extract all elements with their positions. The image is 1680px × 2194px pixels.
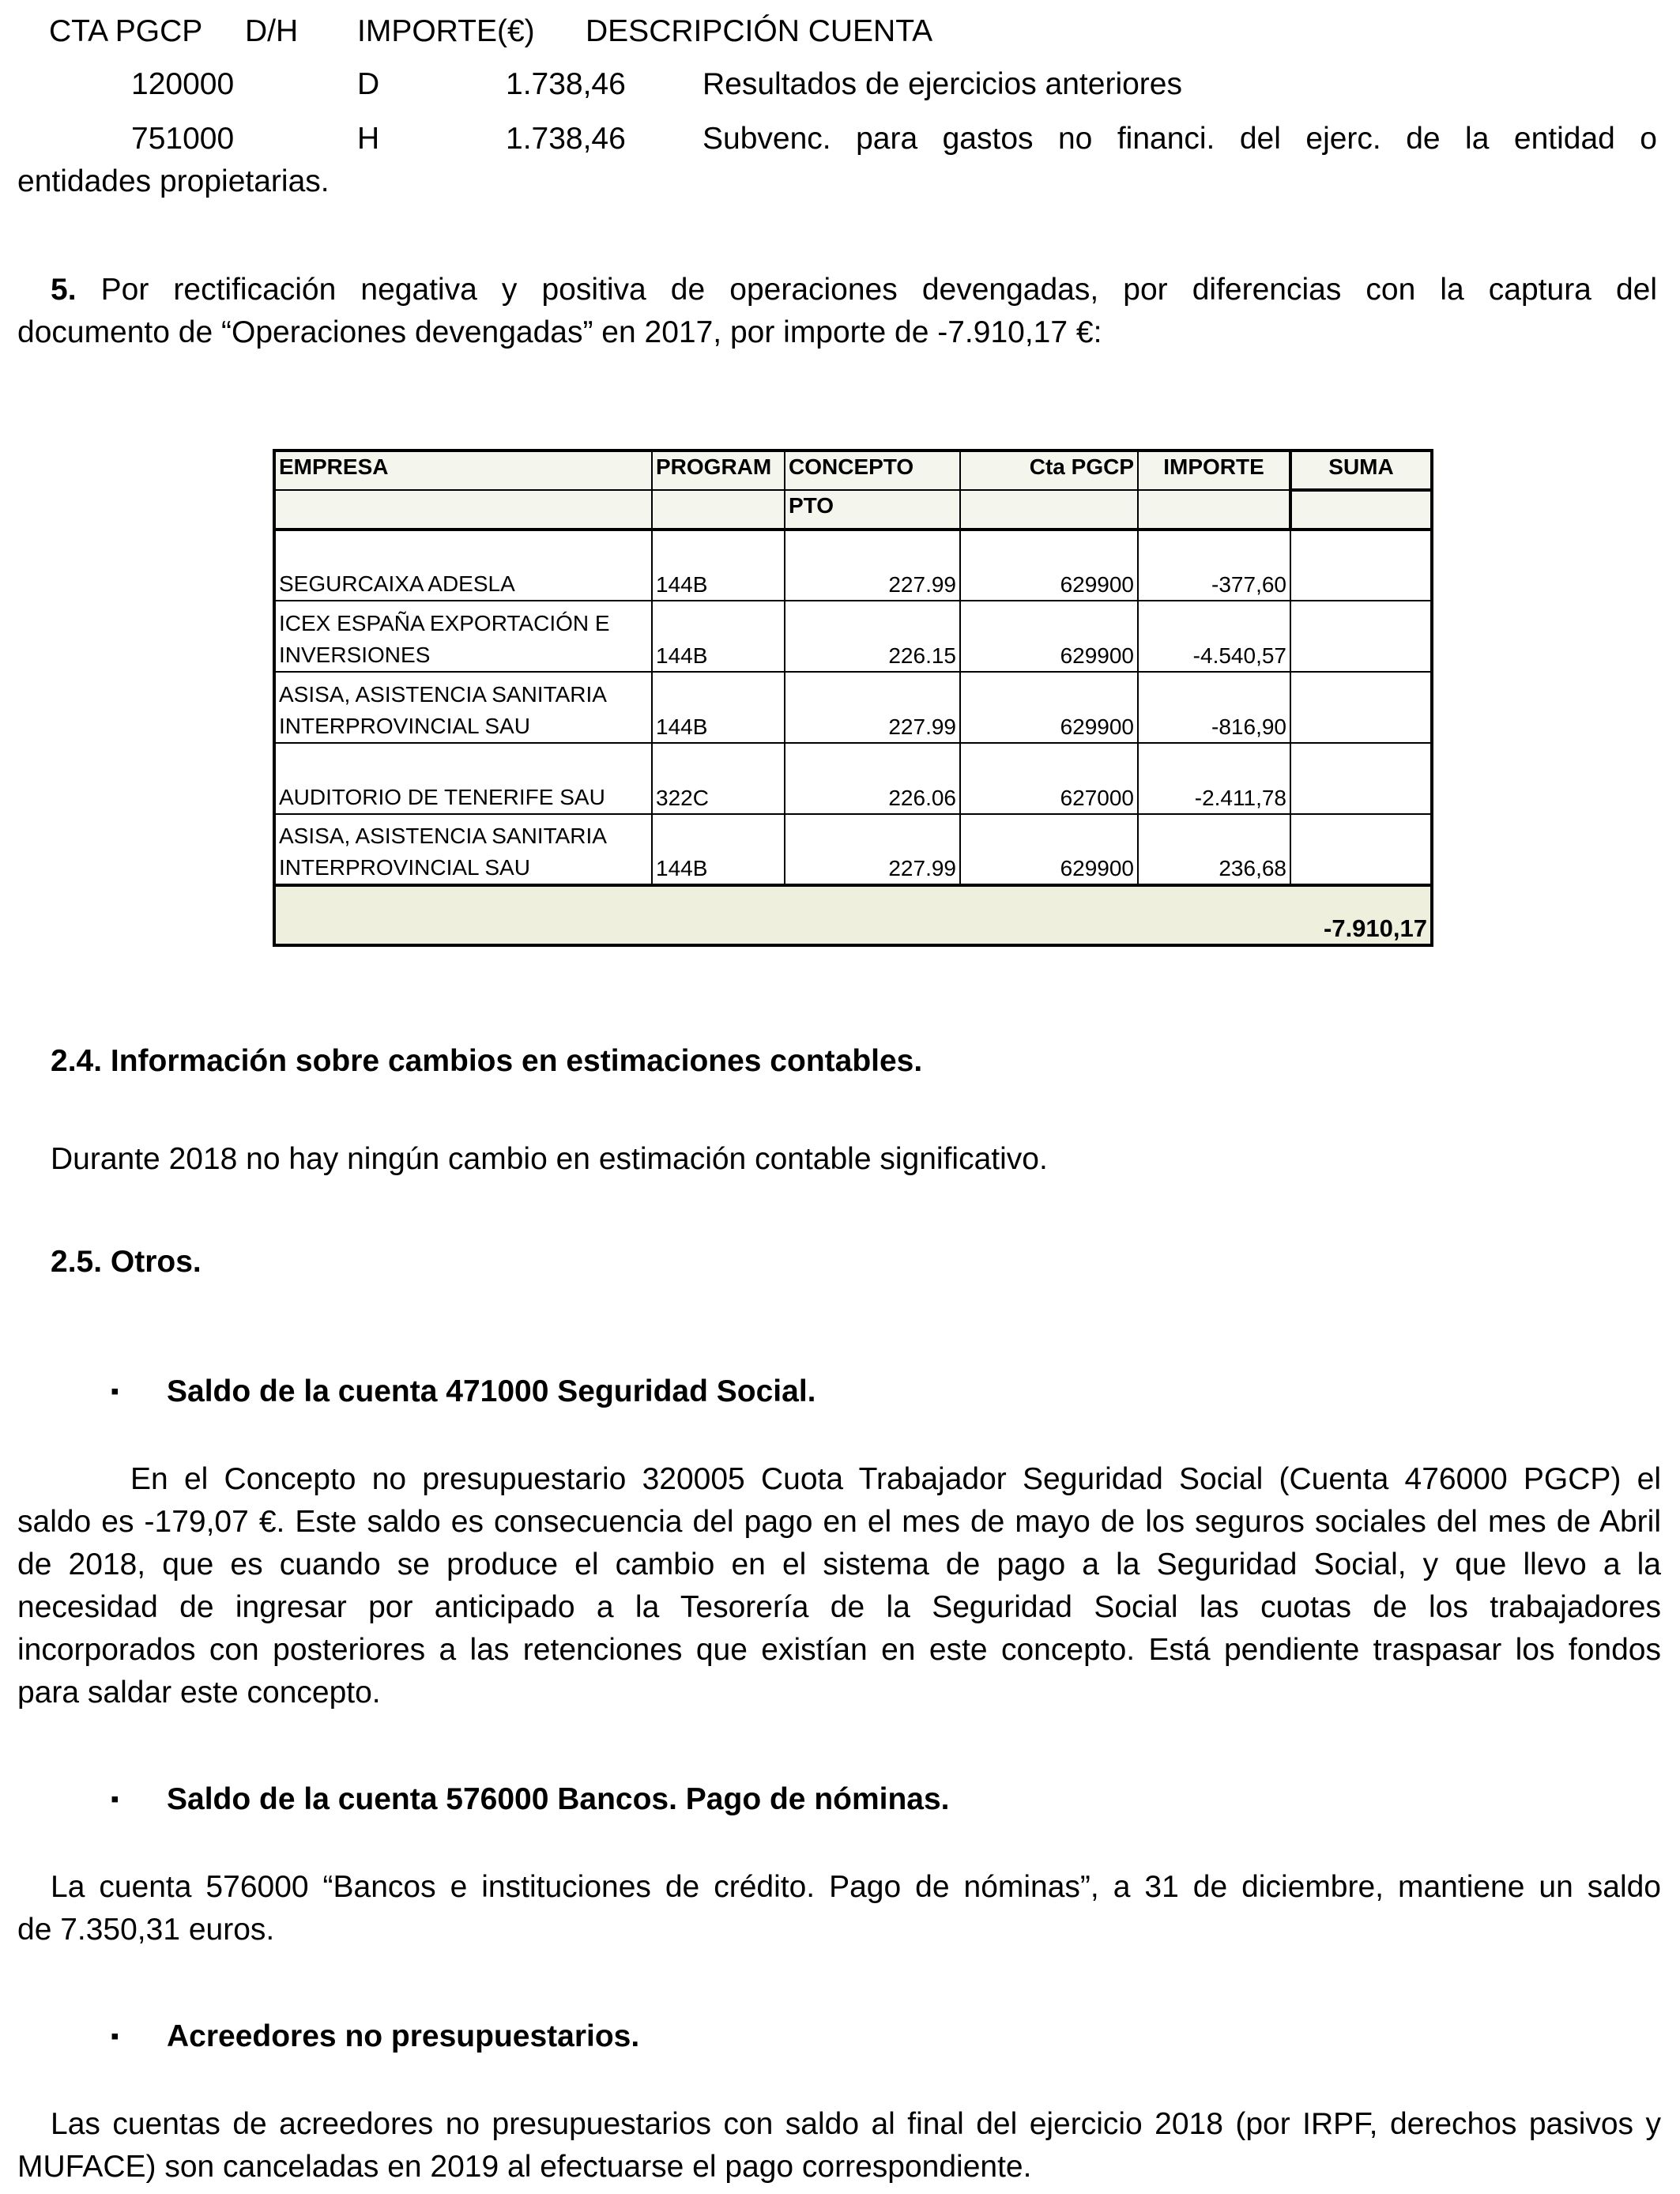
total-spacer (274, 885, 1290, 945)
cell-importe: 236,68 (1138, 814, 1290, 885)
journal-row-cta: 120000 (131, 67, 235, 101)
cell-program: 144B (652, 530, 785, 601)
bullet-title: Saldo de la cuenta 576000 Bancos. Pago de nóminas. (167, 1782, 950, 1816)
item5-line2: documento de “Operaciones devengadas” en 2017, por importe de -7.910,17 €: (17, 315, 1102, 349)
item5-text-1: Por rectificación negativa y positiva de operaciones devengadas, por diferencias con la captura del (100, 273, 1657, 307)
paragraph-line: MUFACE) son canceladas en 2019 al efectuarse el pago correspondiente. (17, 2150, 1032, 2184)
journal-header-cta: CTA PGCP (49, 14, 203, 48)
header-concepto-pto: PTO (785, 490, 960, 530)
bullet-title: Acreedores no presupuestarios. (167, 2019, 640, 2053)
header-suma: SUMA (1290, 450, 1432, 490)
journal-row-dh: H (357, 122, 380, 156)
paragraph-line: para saldar este concepto. (17, 1676, 381, 1710)
cell-importe: -377,60 (1138, 530, 1290, 601)
header-importe: IMPORTE (1138, 450, 1290, 490)
table-row (274, 743, 1432, 814)
cell-concepto: 226.15 (785, 601, 960, 672)
cell-concepto: 227.99 (785, 814, 960, 885)
cell-empresa: ASISA, ASISTENCIA SANITARIA INTERPROVINCIAL SAU (274, 814, 652, 885)
item5-line1 (17, 269, 1657, 311)
journal-row-importe: 1.738,46 (506, 122, 626, 156)
paragraph-line: Las cuentas de acreedores no presupuestarios con saldo al final del ejercicio 2018 (por IRPF, derechos pasivos y (51, 2107, 1661, 2141)
cell-importe: -2.411,78 (1138, 743, 1290, 814)
header-cta-cont (960, 490, 1138, 530)
cell-program: 144B (652, 601, 785, 672)
paragraph-line: La cuenta 576000 “Bancos e instituciones de crédito. Pago de nóminas”, a 31 de diciembre, mantiene un saldo (51, 1870, 1661, 1904)
journal-row-descripcion: Resultados de ejercicios anteriores (703, 67, 1182, 101)
cell-suma (1290, 743, 1432, 814)
item5-number: 5. (51, 273, 77, 307)
cell-concepto: 226.06 (785, 743, 960, 814)
journal-header-dh: D/H (245, 14, 299, 48)
cell-importe: -816,90 (1138, 672, 1290, 743)
cell-empresa: SEGURCAIXA ADESLA (274, 530, 652, 601)
cell-concepto: 227.99 (785, 530, 960, 601)
paragraph-line: de 7.350,31 euros. (17, 1913, 275, 1947)
header-program-cont (652, 490, 785, 530)
bullet-square-icon: ▪ (111, 1786, 119, 1812)
cell-program: 144B (652, 814, 785, 885)
table-row (274, 530, 1432, 601)
cell-empresa: AUDITORIO DE TENERIFE SAU (274, 743, 652, 814)
journal-row-cta: 751000 (131, 122, 235, 156)
section-2-5-heading: 2.5. Otros. (51, 1245, 202, 1279)
journal-row-importe: 1.738,46 (506, 67, 626, 101)
journal-header-importe: IMPORTE(€) (357, 14, 535, 48)
cell-empresa: ICEX ESPAÑA EXPORTACIÓN E INVERSIONES (274, 601, 652, 672)
cell-cta: 627000 (960, 743, 1138, 814)
header-concepto: CONCEPTO (785, 450, 960, 490)
bullet-square-icon: ▪ (111, 2023, 119, 2049)
bullet-title: Saldo de la cuenta 471000 Seguridad Social. (167, 1374, 816, 1408)
header-empresa: EMPRESA (274, 450, 652, 490)
header-empresa-cont (274, 490, 652, 530)
section-2-4-body: Durante 2018 no hay ningún cambio en estimación contable significativo. (51, 1142, 1048, 1176)
journal-header-descripcion: DESCRIPCIÓN CUENTA (586, 14, 933, 48)
header-suma-cont (1290, 490, 1432, 530)
operations-table (273, 449, 1433, 947)
cell-suma (1290, 672, 1432, 743)
paragraph-line: incorporados con posteriores a las retenciones que existían en este concepto. Está pendiente traspasar los fondos (17, 1633, 1661, 1667)
cell-program: 144B (652, 672, 785, 743)
paragraph-line: de 2018, que es cuando se produce el cambio en el sistema de pago a la Seguridad Social, y que llevo a la (17, 1547, 1661, 1581)
cell-cta: 629900 (960, 601, 1138, 672)
cell-suma (1290, 601, 1432, 672)
paragraph-line: saldo es -179,07 €. Este saldo es consecuencia del pago en el mes de mayo de los seguros sociales del mes de Abril (17, 1505, 1661, 1539)
paragraph-line: necesidad de ingresar por anticipado a la Tesorería de la Seguridad Social las cuotas de los trabajadores (17, 1590, 1661, 1624)
cell-empresa: ASISA, ASISTENCIA SANITARIA INTERPROVINCIAL SAU (274, 672, 652, 743)
cell-concepto: 227.99 (785, 672, 960, 743)
journal-row-descripcion-cont: entidades propietarias. (17, 164, 330, 198)
cell-cta: 629900 (960, 530, 1138, 601)
cell-cta: 629900 (960, 814, 1138, 885)
cell-total-suma: -7.910,17 (1290, 885, 1432, 945)
cell-program: 322C (652, 743, 785, 814)
table-row (274, 814, 1432, 885)
table-total-row (274, 885, 1432, 945)
paragraph-line: En el Concepto no presupuestario 320005 Cuota Trabajador Seguridad Social (Cuenta 476000 PGCP) el (130, 1462, 1661, 1496)
bullet-square-icon: ▪ (111, 1378, 119, 1404)
cell-importe: -4.540,57 (1138, 601, 1290, 672)
section-2-4-heading: 2.4. Información sobre cambios en estimaciones contables. (51, 1044, 923, 1078)
cell-suma (1290, 814, 1432, 885)
header-importe-cont (1138, 490, 1290, 530)
journal-row-descripcion: Subvenc. para gastos no financi. del ejerc. de la entidad o (703, 122, 1657, 156)
cell-suma (1290, 530, 1432, 601)
header-program: PROGRAM (652, 450, 785, 490)
table-row (274, 601, 1432, 672)
table-row (274, 672, 1432, 743)
journal-row-dh: D (357, 67, 380, 101)
header-cta-pgcp: Cta PGCP (960, 450, 1138, 490)
cell-cta: 629900 (960, 672, 1138, 743)
